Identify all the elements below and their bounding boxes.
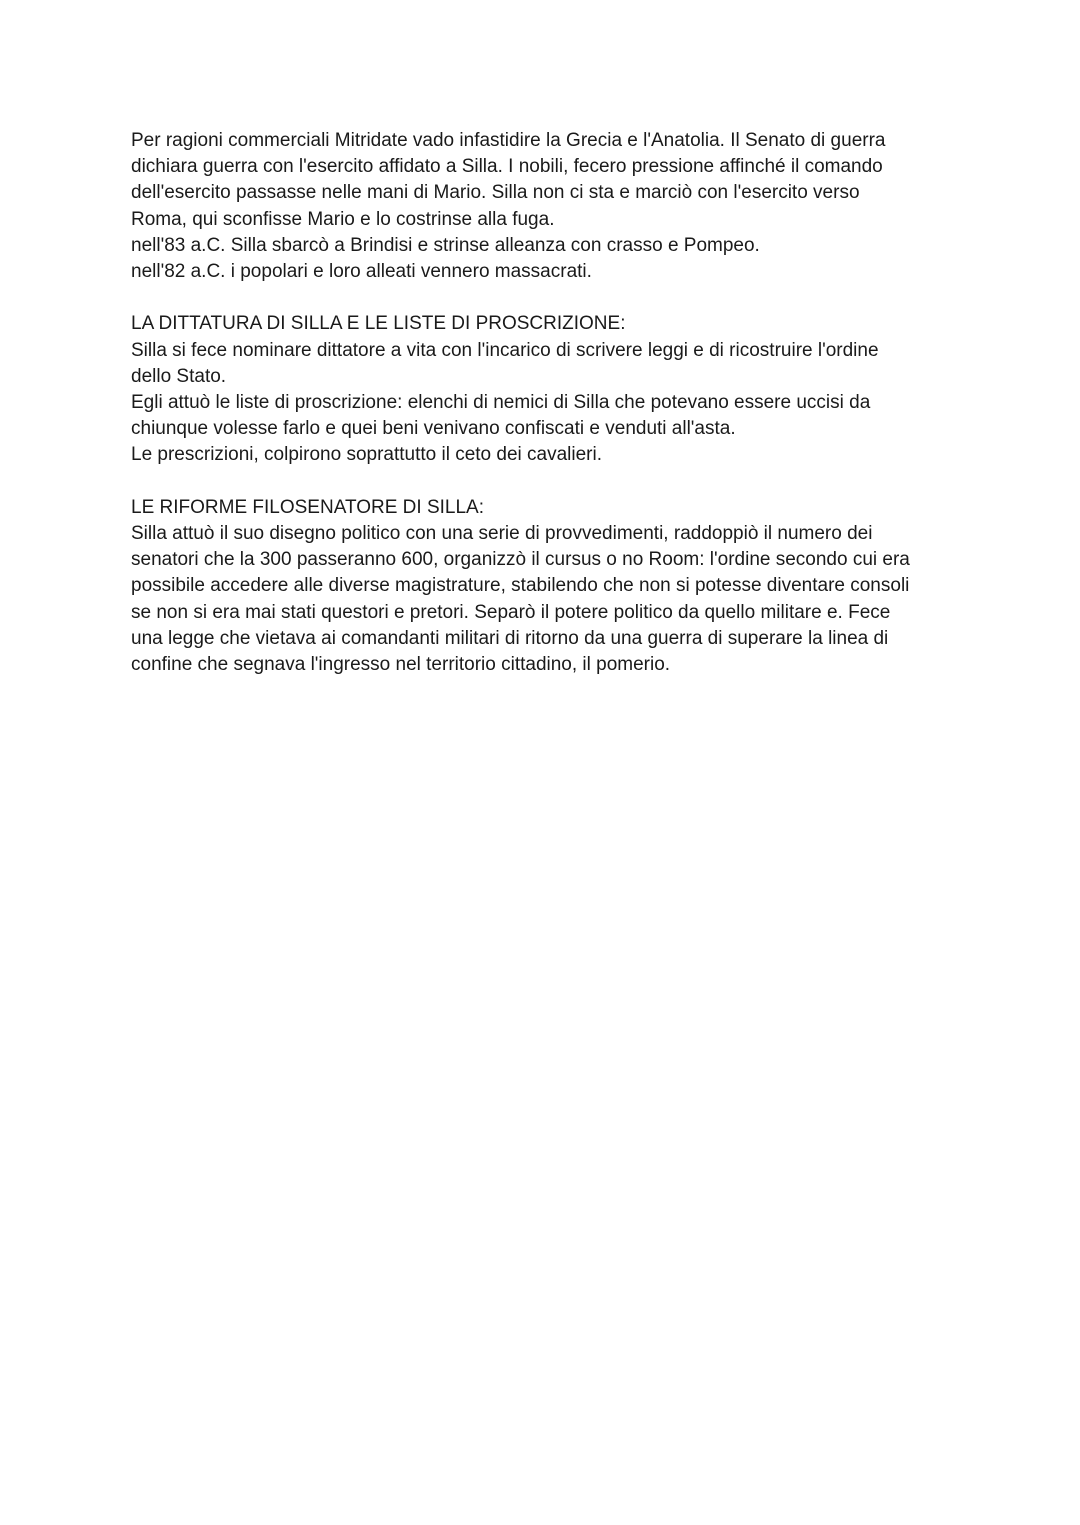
text-line: dichiara guerra con l'esercito affidato a Silla. I nobili, fecero pressione affinché il comando <box>131 156 883 178</box>
text-line: nell'82 a.C. i popolari e loro alleati vennero massacrati. <box>131 261 592 283</box>
intro-paragraph <box>131 128 961 285</box>
text-line: nell'83 a.C. Silla sbarcò a Brindisi e strinse alleanza con crasso e Pompeo. <box>131 234 760 256</box>
text-line: una legge che vietava ai comandanti militari di ritorno da una guerra di superare la linea di <box>131 627 889 649</box>
text-line: senatori che la 300 passeranno 600, organizzò il cursus o no Room: l'ordine secondo cui era <box>131 549 910 571</box>
section-riforme <box>131 495 961 678</box>
text-line: Per ragioni commerciali Mitridate vado infastidire la Grecia e l'Anatolia. Il Senato di guerra <box>131 130 886 151</box>
text-line: chiunque volesse farlo e quei beni venivano confiscati e venduti all'asta. <box>131 418 736 440</box>
text-line: se non si era mai stati questori e pretori. Separò il potere politico da quello militare e. Fece <box>131 601 891 623</box>
text-line: possibile accedere alle diverse magistrature, stabilendo che non si potesse diventare consoli <box>131 575 910 597</box>
section-heading: LA DITTATURA DI SILLA E LE LISTE DI PROSCRIZIONE: <box>131 313 626 335</box>
text-line: dell'esercito passasse nelle mani di Mario. Silla non ci sta e marciò con l'esercito verso <box>131 182 860 204</box>
text-line: Silla attuò il suo disegno politico con una serie di provvedimenti, raddoppiò il numero dei <box>131 523 873 545</box>
text-line: dello Stato. <box>131 365 227 387</box>
section-heading: LE RIFORME FILOSENATORE DI SILLA: <box>131 496 484 518</box>
text-line: confine che segnava l'ingresso nel territorio cittadino, il pomerio. <box>131 654 671 676</box>
document-body <box>131 128 961 678</box>
text-line: Silla si fece nominare dittatore a vita con l'incarico di scrivere leggi e di ricostruire l'ordine <box>131 339 879 361</box>
text-line: Egli attuò le liste di proscrizione: elenchi di nemici di Silla che potevano essere uccisi da <box>131 392 871 414</box>
paragraph-spacer <box>131 469 961 495</box>
text-line: Roma, qui sconfisse Mario e lo costrinse alla fuga. <box>131 208 555 230</box>
section-dittatura <box>131 311 961 468</box>
paragraph-spacer <box>131 285 961 311</box>
text-line: Le prescrizioni, colpirono soprattutto il ceto dei cavalieri. <box>131 444 603 466</box>
